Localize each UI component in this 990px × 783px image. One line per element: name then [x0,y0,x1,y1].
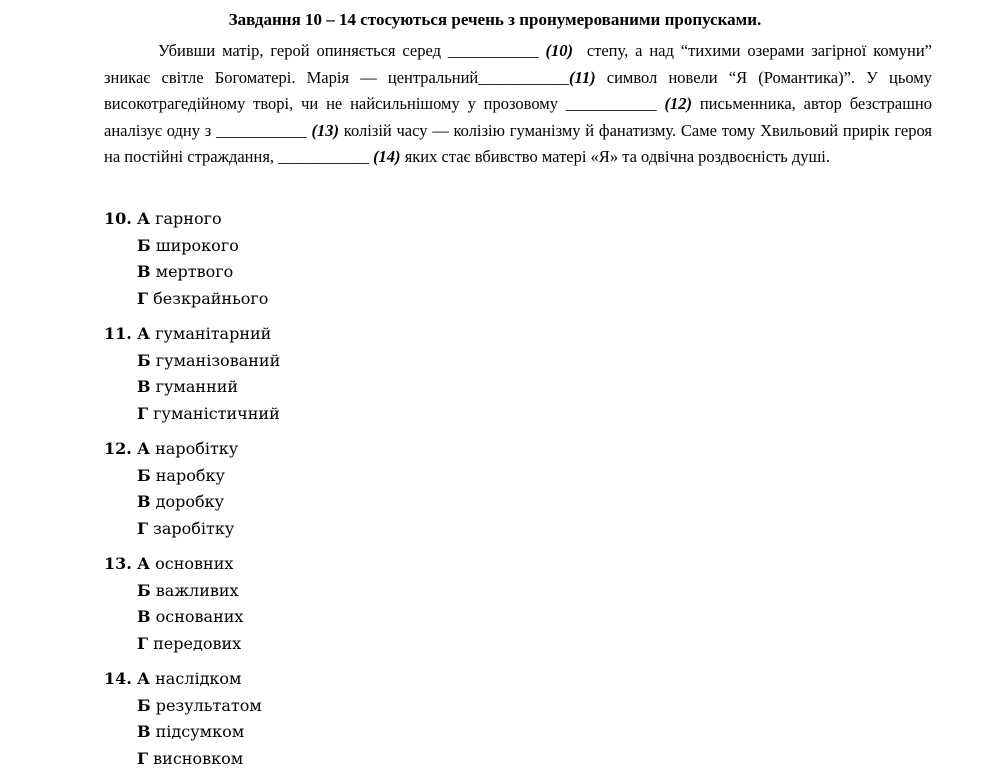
question-number: 10. [104,209,132,228]
option-text: заробітку [153,518,235,538]
passage-sentence-2: степу, а над “тихими озерами загірної комуни” зникає світле Богоматері. Марія — центральний [104,41,932,87]
option-letter: А [137,209,151,228]
option-letter: Б [137,350,151,370]
option-14-b[interactable] [104,693,280,720]
question-number: 11. [104,324,132,343]
option-letter: А [137,324,151,343]
option-11-a[interactable] [104,321,280,348]
question-list [104,206,280,781]
option-12-h[interactable] [104,516,280,543]
option-text: гуманний [155,377,239,396]
blank-number-14: (14) [373,147,401,166]
option-letter: В [137,722,151,741]
option-text: основних [155,554,234,573]
option-12-v[interactable] [104,489,280,516]
question-14 [104,666,280,772]
blank-14: ___________ [278,147,369,166]
option-text: гарного [155,209,222,228]
option-letter: Б [137,580,151,600]
option-text: широкого [155,235,239,255]
option-text: наслідком [155,669,242,688]
question-12 [104,436,280,542]
passage-sentence-1: Убивши матір, герой опиняється серед [158,41,442,60]
blank-number-11: (11) [568,67,596,87]
option-letter: Б [137,235,151,255]
question-11 [104,321,280,427]
option-letter: А [137,554,151,573]
option-10-b[interactable] [104,233,280,260]
task-title: Завдання 10 – 14 стосуються речень з пронумерованими пропусками. [228,10,762,29]
option-letter: Г [137,288,149,308]
option-letter: В [137,377,151,396]
option-text: гуманітарний [155,324,272,343]
option-letter: Г [137,518,149,538]
option-14-a[interactable] [104,666,280,693]
option-13-a[interactable] [104,551,280,578]
option-letter: В [137,607,151,626]
blank-13: ___________ [216,120,307,140]
option-letter: Г [137,403,149,423]
option-11-b[interactable] [104,348,280,375]
option-11-v[interactable] [104,374,280,401]
question-13 [104,551,280,657]
question-number: 13. [104,554,132,573]
option-text: передових [153,633,242,653]
option-letter: Б [137,695,151,715]
option-text: основаних [155,607,244,626]
passage-sentence-3: символ новели “Я (Романтика)”. У цьому високотрагедійному творі, чи не найсильнішому у прозовому [104,67,932,113]
option-text: гуманізований [155,350,281,370]
passage-sentence-6: яких стає вбивство матері «Я» та одвічна роздвоєність душі. [404,147,830,166]
option-13-v[interactable] [104,604,280,631]
question-10 [104,206,280,312]
option-text: висновком [153,748,244,768]
option-10-v[interactable] [104,259,280,286]
option-letter: А [137,669,151,688]
option-text: наробітку [155,439,239,458]
option-11-h[interactable] [104,401,280,428]
blank-11: ___________ [478,67,569,87]
passage-sentence-5: колізій часу — колізію гуманізму й фанатизму. Саме тому Хвильовий прирік героя на постійні страждання, [104,120,933,166]
blank-10: ___________ [447,41,539,60]
option-letter: В [137,492,151,511]
option-13-b[interactable] [104,578,280,605]
option-letter: А [137,439,151,458]
option-12-b[interactable] [104,463,280,490]
option-13-h[interactable] [104,631,280,658]
option-letter: В [137,262,151,281]
option-14-v[interactable] [104,719,280,746]
blank-number-13: (13) [311,120,340,140]
option-text: наробку [155,465,225,485]
option-10-a[interactable] [104,206,280,233]
passage [104,38,932,171]
passage-sentence-4: письменника, автор безстрашно аналізує одну з [104,94,933,140]
option-letter: Б [137,465,151,485]
option-letter: Г [137,748,149,768]
option-text: безкрайнього [153,288,269,308]
blank-12: ___________ [565,94,657,113]
option-text: підсумком [155,722,245,741]
blank-number-12: (12) [664,94,692,113]
option-14-h[interactable] [104,746,280,773]
option-10-h[interactable] [104,286,280,313]
option-text: важливих [155,580,239,600]
option-text: доробку [155,492,225,511]
blank-number-10: (10) [545,41,574,60]
option-text: результатом [155,695,262,715]
option-letter: Г [137,633,149,653]
question-number: 14. [104,669,132,688]
question-number: 12. [104,439,132,458]
option-12-a[interactable] [104,436,280,463]
option-text: гуманістичний [153,403,280,423]
option-text: мертвого [155,262,234,281]
